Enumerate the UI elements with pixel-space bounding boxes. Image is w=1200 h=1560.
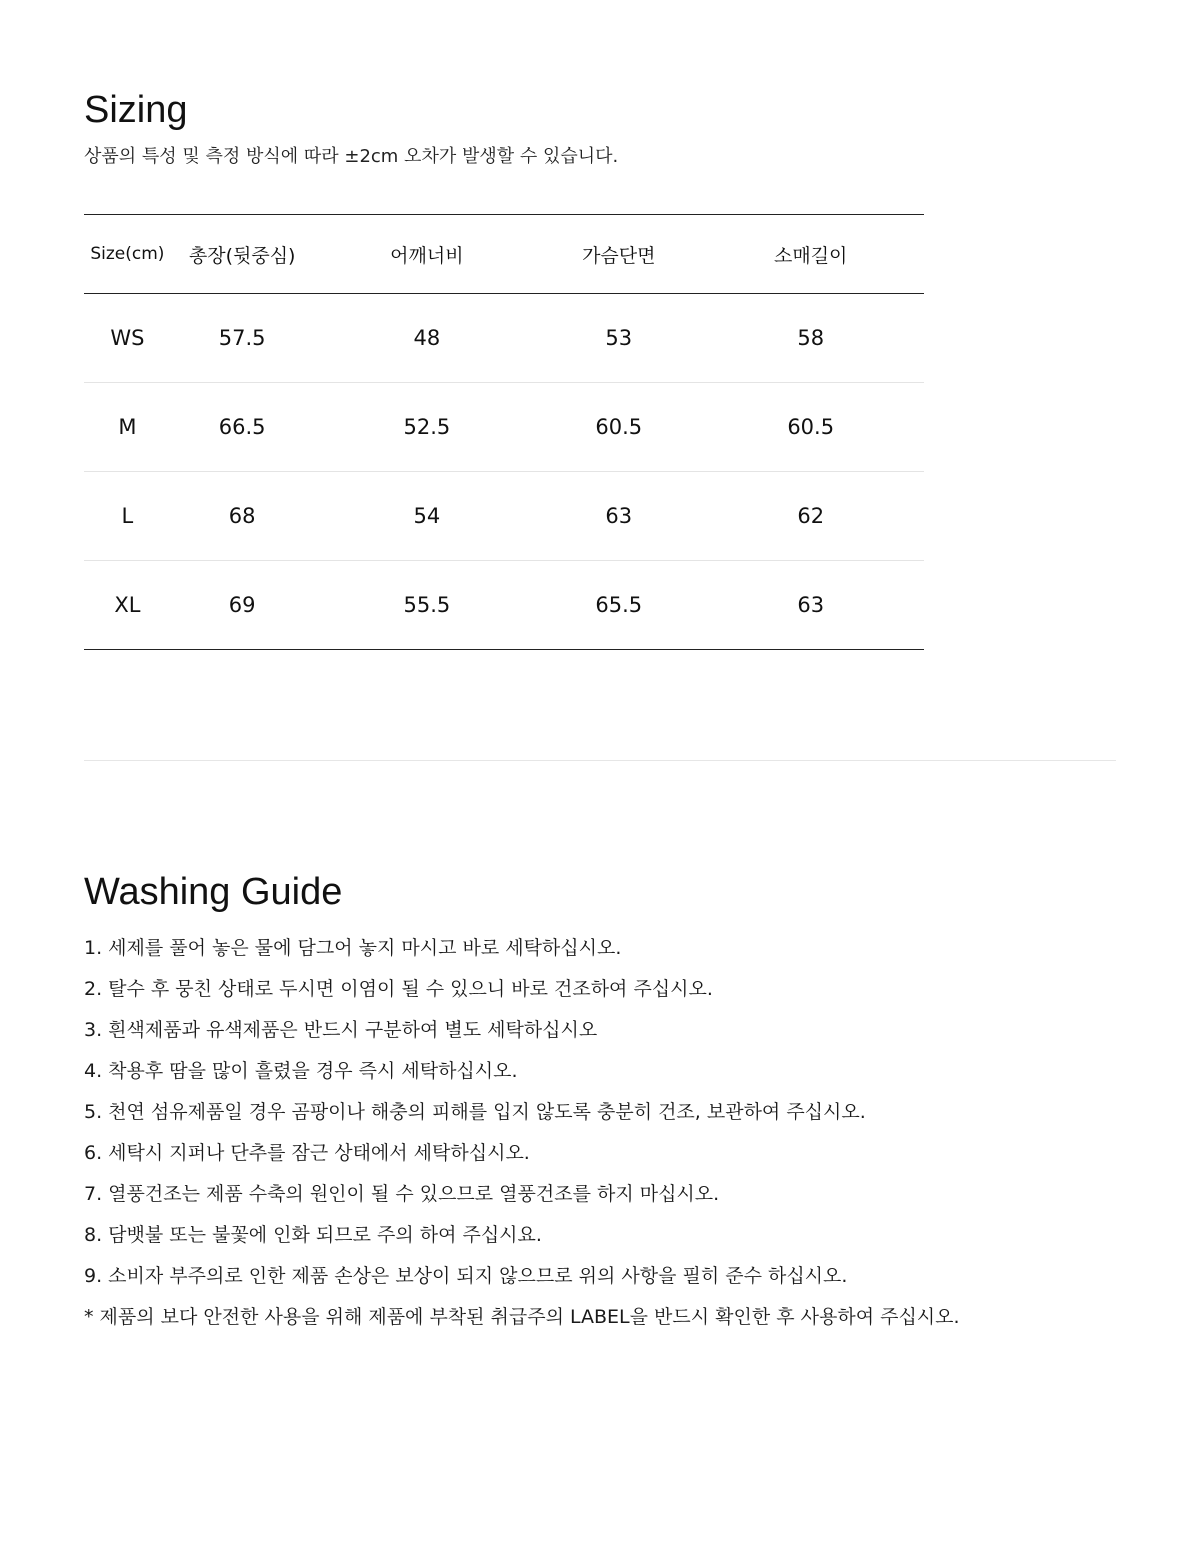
shoulder-width-value: 48: [413, 326, 441, 350]
total-length-value: 69: [228, 593, 256, 617]
total-length-value: 68: [228, 504, 256, 528]
chest-value: 53: [605, 326, 633, 350]
header-chest: 가슴단면: [582, 244, 656, 267]
header-sleeve-length: 소매길이: [773, 244, 848, 267]
chest-value: 60.5: [595, 415, 643, 439]
size-label: L: [121, 504, 134, 528]
list-item: 6. 세탁시 지퍼나 단추를 잠근 상태에서 세탁하십시오.: [84, 1142, 530, 1164]
chest-value: 63: [605, 504, 633, 528]
list-item: * 제품의 보다 안전한 사용을 위해 제품에 부착된 취급주의 LABEL을 반드시 확인한 후 사용하여 주십시오.: [84, 1306, 960, 1328]
list-item: 2. 탈수 후 뭉친 상태로 두시면 이염이 될 수 있으니 바로 건조하여 주십시오.: [84, 978, 713, 1000]
sleeve-length-value: 60.5: [787, 415, 835, 439]
total-length-value: 66.5: [218, 415, 266, 439]
list-item: 4. 착용후 땀을 많이 흘렸을 경우 즉시 세탁하십시오.: [84, 1060, 518, 1082]
table-row: [84, 561, 924, 649]
section-divider: [84, 760, 1116, 761]
list-item: 7. 열풍건조는 제품 수축의 원인이 될 수 있으므로 열풍건조를 하지 마십시오.: [84, 1183, 720, 1205]
shoulder-width-value: 54: [413, 504, 441, 528]
washing-guide-list: [84, 928, 960, 1338]
list-item: 3. 흰색제품과 유색제품은 반드시 구분하여 별도 세탁하십시오: [84, 1019, 598, 1041]
table-row: [84, 294, 924, 383]
size-label: M: [118, 415, 137, 439]
sleeve-length-value: 58: [797, 326, 825, 350]
header-size: Size(cm): [90, 244, 165, 264]
table-row: [84, 472, 924, 561]
shoulder-width-value: 52.5: [403, 415, 451, 439]
list-item: 5. 천연 섬유제품일 경우 곰팡이나 해충의 피해를 입지 않도록 충분히 건조, 보관하여 주십시오.: [84, 1101, 866, 1123]
size-label: XL: [114, 593, 141, 617]
sleeve-length-value: 63: [797, 593, 825, 617]
washing-guide-title: Washing Guide: [84, 871, 343, 913]
table-row: [84, 383, 924, 472]
header-shoulder-width: 어깨너비: [390, 244, 464, 267]
shoulder-width-value: 55.5: [403, 593, 451, 617]
list-item: 8. 담뱃불 또는 불꽃에 인화 되므로 주의 하여 주십시요.: [84, 1224, 542, 1246]
list-item: 1. 세제를 풀어 놓은 물에 담그어 놓지 마시고 바로 세탁하십시오.: [84, 937, 622, 959]
sleeve-length-value: 62: [797, 504, 825, 528]
total-length-value: 57.5: [218, 326, 266, 350]
size-table-header: [84, 215, 924, 294]
sizing-note: 상품의 특성 및 측정 방식에 따라 ±2cm 오차가 발생할 수 있습니다.: [84, 146, 619, 167]
header-total-length: 총장(뒷중심): [188, 244, 296, 267]
size-label: WS: [110, 326, 145, 350]
sizing-title: Sizing: [84, 89, 188, 131]
list-item: 9. 소비자 부주의로 인한 제품 손상은 보상이 되지 않으므로 위의 사항을 필히 준수 하십시오.: [84, 1265, 848, 1287]
size-table: [84, 214, 924, 650]
chest-value: 65.5: [595, 593, 643, 617]
